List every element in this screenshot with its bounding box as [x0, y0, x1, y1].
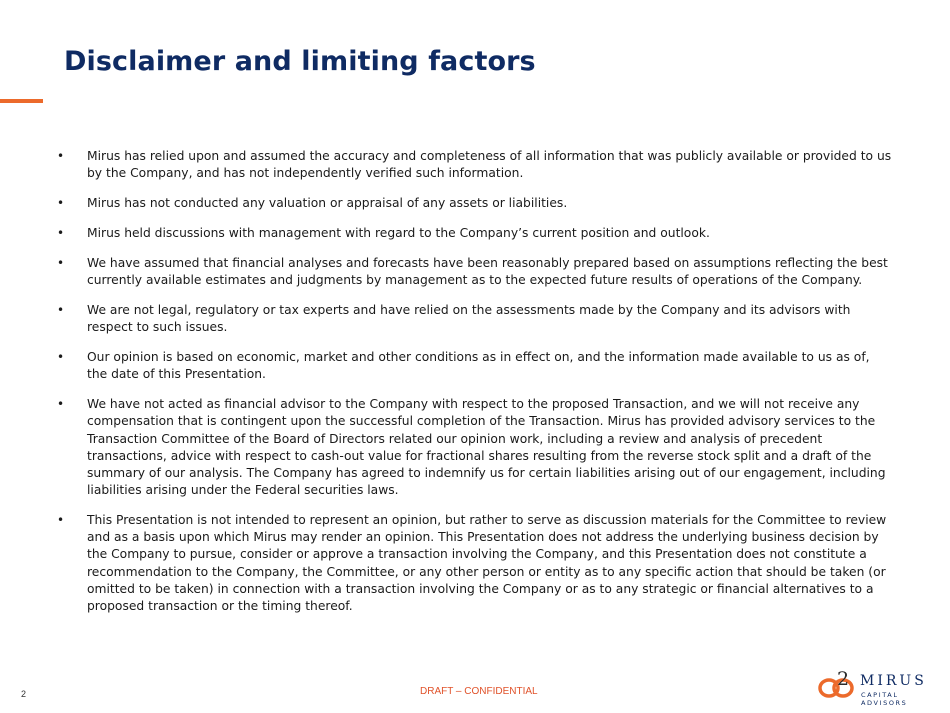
logo-subtitle: CAPITAL ADVISORS	[861, 691, 908, 707]
bullet-text: We have not acted as financial advisor to the Company with respect to the proposed Transaction, and we will not receive any compensation that is contingent upon the successful completion of the Transaction. Mirus has provided advisory services to the Transaction Committee of the Board of Directors related our opinion work, including a review and analysis of precedent transactions, advice with respect to cash-out value for fractional shares resulting from the reverse stock split and a draft of the summary of our analysis. The Company has agreed to indemnify us for certain liabilities arising out of our engagement, including liabilities arising under the Federal securities laws.	[87, 397, 886, 498]
mirus-logo	[818, 668, 938, 707]
bullet-icon: •	[57, 513, 65, 528]
page-title: Disclaimer and limiting factors	[64, 46, 536, 77]
page-number: 2	[21, 689, 27, 699]
confidential-label: DRAFT – CONFIDENTIAL	[420, 686, 538, 697]
list-item	[57, 512, 893, 615]
bullet-icon: •	[57, 196, 65, 211]
bullet-icon: •	[57, 225, 65, 240]
bullet-text: Mirus has not conducted any valuation or appraisal of any assets or liabilities.	[87, 196, 568, 211]
bullet-icon: •	[57, 302, 65, 317]
list-item	[57, 195, 893, 212]
bullet-text: Our opinion is based on economic, market and other conditions as in effect on, and the information made available to us as of, the date of this Presentation.	[87, 350, 870, 382]
logo-page-number: 2	[837, 668, 850, 690]
bullet-text: We have assumed that financial analyses and forecasts have been reasonably prepared based on assumptions reflecting the best currently available estimates and judgments by management as to the expected future results of operations of the Company.	[87, 255, 888, 288]
bullet-icon: •	[57, 255, 65, 270]
bullet-text: Mirus has relied upon and assumed the accuracy and completeness of all information that was publicly available or provided to us by the Company, and has not independently verified such information.	[87, 149, 892, 181]
bullet-icon: •	[57, 350, 65, 365]
accent-bar	[0, 99, 43, 103]
bullet-icon: •	[57, 397, 65, 412]
list-item	[57, 148, 893, 182]
bullet-list	[57, 148, 893, 628]
list-item	[57, 225, 893, 242]
bullet-text: We are not legal, regulatory or tax experts and have relied on the assessments made by the Company and its advisors with respect to such issues.	[87, 302, 851, 335]
list-item	[57, 255, 893, 289]
list-item	[57, 302, 893, 336]
bullet-icon: •	[57, 149, 65, 163]
logo-name: MIRUS	[860, 673, 927, 689]
list-item	[57, 396, 893, 499]
bullet-text: Mirus held discussions with management with regard to the Company’s current position and outlook.	[87, 225, 710, 240]
bullet-text: This Presentation is not intended to represent an opinion, but rather to serve as discussion materials for the Committee to review and as a basis upon which Mirus may render an opinion. This Presentation does not address the underlying business decision by the Company to pursue, consider or approve a transaction involving the Company, and this Presentation does not constitute a recommendation to the Company, the Committee, or any other person or entity as to any specific action that should be taken (or omitted to be taken) in connection with a transaction involving the Company or as to any strategic or financial alternatives to a proposed transaction or the timing thereof.	[87, 513, 887, 614]
list-item	[57, 349, 893, 383]
